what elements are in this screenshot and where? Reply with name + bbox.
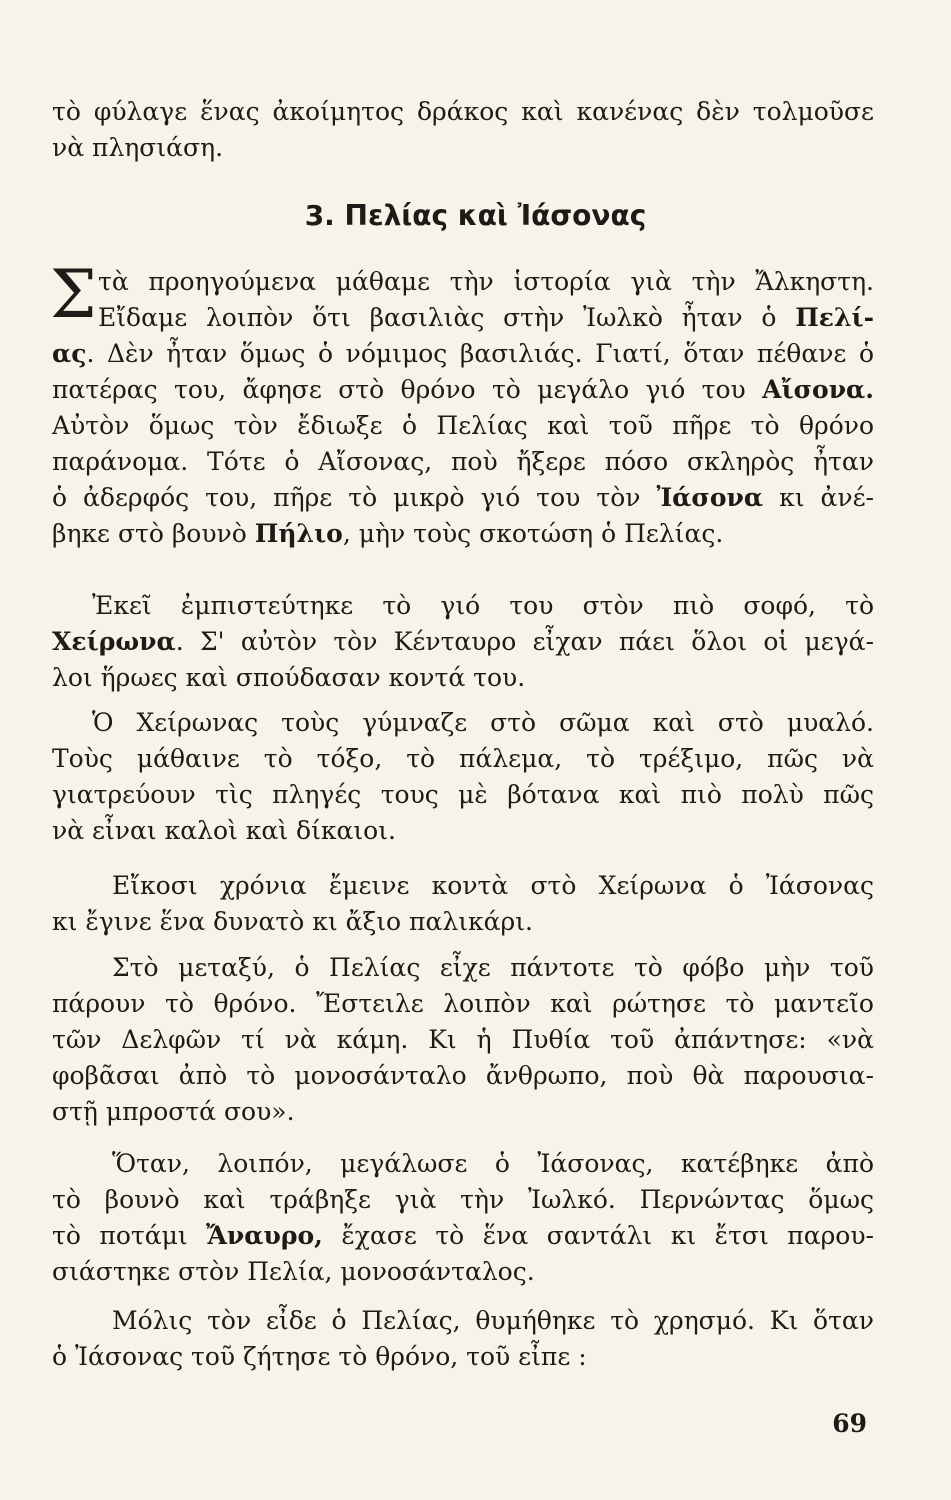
text-line [52,372,874,408]
text-line: Αὐτὸν ὅμως τὸν ἔδιωξε ὁ Πελίας καὶ τοῦ πῆρε τὸ θρόνο [52,411,874,440]
name-iasonas: Ἰάσονα [656,483,764,512]
drop-cap-letter: Σ [50,256,97,333]
text-run: ὁ ἀδερφός του, πῆρε τὸ μικρὸ γιό του τὸν [52,483,657,512]
text-line: νὰ εἶναι καλοὶ καὶ δίκαιοι. [52,816,396,845]
text-line [52,480,874,516]
page-number: 69 [832,1409,867,1438]
text-line: τὰ προηγούμενα μάθαμε τὴν ἱστορία γιὰ τὴν Ἄλκηστη. [98,267,874,296]
section-heading: 3. Πελίας καὶ Ἰάσονας [304,199,647,232]
text-line: νὰ πλησιάση. [52,133,224,162]
text-run: πατέρας του, ἄφησε στὸ θρόνο τὸ μεγάλο γιό του [52,375,763,404]
text-line: Εἴκοσι χρόνια ἔμεινε κοντὰ στὸ Χείρωνα ὁ Ἰάσονας [112,871,874,900]
text-run: . Σ' αὐτὸν τὸν Κένταυρο εἶχαν πάει ὅλοι οἱ μεγά- [175,627,874,656]
text-line: φοβᾶσαι ἀπὸ τὸ μονοσάνταλο ἄνθρωπο, ποὺ θὰ παρουσια- [52,1061,874,1090]
text-run: τὸ ποτάμι [52,1221,207,1250]
text-run: κι ἀνέ- [763,483,874,512]
text-line [98,300,874,336]
text-line: ὁ Ἰάσονας τοῦ ζήτησε τὸ θρόνο, τοῦ εἶπε : [52,1342,587,1371]
name-pelias: Πελί- [795,303,874,332]
text-line: Ὅταν, λοιπόν, μεγάλωσε ὁ Ἰάσονας, κατέβηκε ἀπὸ [112,1149,874,1178]
text-line: στῇ μπροστά σου». [52,1097,295,1126]
text-line [52,516,874,552]
text-line: τὸ φύλαγε ἕνας ἀκοίμητος δράκος καὶ κανένας δὲν τολμοῦσε [52,97,874,126]
text-line: τῶν Δελφῶν τί νὰ κάμη. Κι ἡ Πυθία τοῦ ἀπάντησε: «νὰ [52,1025,874,1054]
name-aison: Αἴσονα. [762,375,874,404]
text-line: Ἐκεῖ ἐμπιστεύτηκε τὸ γιό του στὸν πιὸ σοφό, τὸ [92,591,874,620]
text-line: Τοὺς μάθαινε τὸ τόξο, τὸ πάλεμα, τὸ τρέξιμο, πῶς νὰ [52,744,874,773]
text-run: Εἴδαμε λοιπὸν ὅτι βασιλιὰς στὴν Ἰωλκὸ ἦταν ὁ [98,303,796,332]
name-pelion: Πήλιο [254,519,343,548]
name-anavros: Ἄναυρο, [206,1221,323,1250]
text-line: Μόλις τὸν εἶδε ὁ Πελίας, θυμήθηκε τὸ χρησμό. Κι ὅταν [112,1306,874,1335]
text-run: , μὴν τοὺς σκοτώση ὁ Πελίας. [342,519,724,548]
text-line: Στὸ μεταξύ, ὁ Πελίας εἶχε πάντοτε τὸ φόβο μὴν τοῦ [112,953,874,982]
text-line: παράνομα. Τότε ὁ Αἴσονας, ποὺ ἤξερε πόσο σκληρὸς ἦταν [52,447,874,476]
name-chiron: Χείρωνα [52,627,176,656]
text-line: λοι ἥρωες καὶ σπούδασαν κοντά του. [52,663,526,692]
text-line [52,336,874,372]
name-pelias-cont: ας [52,339,87,368]
text-run: βηκε στὸ βουνὸ [52,519,255,548]
text-line: σιάστηκε στὸν Πελία, μονοσάνταλος. [52,1257,535,1286]
text-line: γιατρεύουν τὶς πληγές τους μὲ βότανα καὶ πιὸ πολὺ πῶς [52,780,874,809]
text-line [52,1218,874,1254]
text-line [52,624,874,660]
text-line: πάρουν τὸ θρόνο. Ἔστειλε λοιπὸν καὶ ρώτησε τὸ μαντεῖο [52,989,874,1018]
text-line: Ὁ Χείρωνας τοὺς γύμναζε στὸ σῶμα καὶ στὸ μυαλό. [92,708,874,737]
text-run: ἔχασε τὸ ἕνα σαντάλι κι ἔτσι παρου- [322,1221,874,1250]
text-line: τὸ βουνὸ καὶ τράβηξε γιὰ τὴν Ἰωλκό. Περνώντας ὅμως [52,1185,874,1214]
text-line: κι ἔγινε ἕνα δυνατὸ κι ἄξιο παλικάρι. [52,907,533,936]
text-run: . Δὲν ἦταν ὅμως ὁ νόμιμος βασιλιάς. Γιατί, ὅταν πέθανε ὁ [86,339,874,368]
